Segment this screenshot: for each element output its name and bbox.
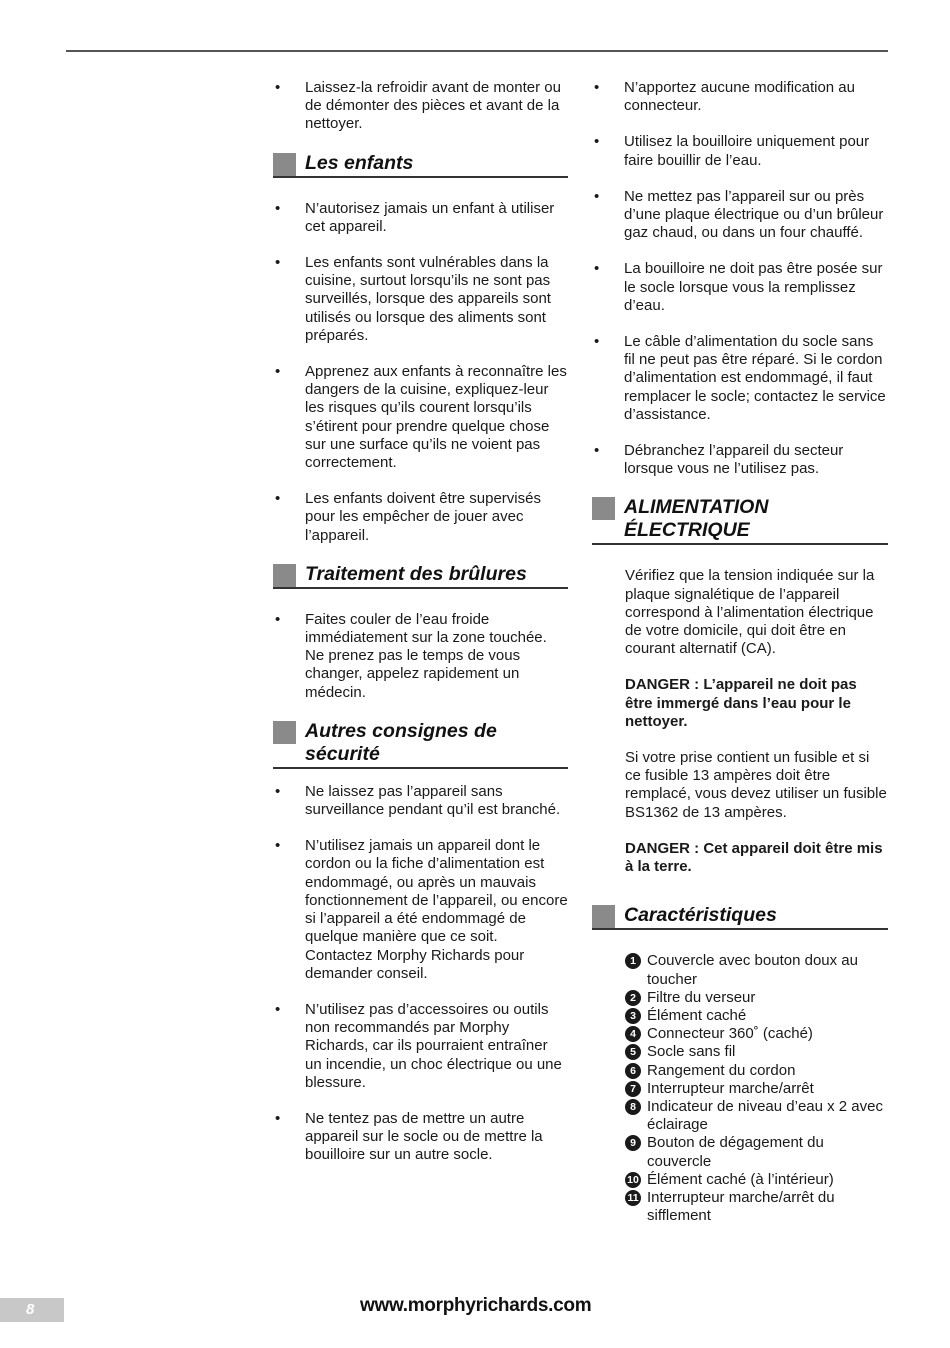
bullet-item: • La bouilloire ne doit pas être posée sur le socle lorsque vous la remplissez d’eau.: [592, 260, 888, 315]
section-title: Autres consignes de sécurité: [305, 719, 497, 765]
feature-text: Élément caché: [647, 1006, 747, 1024]
bullet-item: • N’utilisez jamais un appareil dont le cordon ou la fiche d’alimentation est endommagé, ou après un mauvais fonctionnement de l’appareil, ou encore si l’appareil a été endommagé de quelque manière que ce soit. Contactez Morphy Richards pour demander conseil.: [273, 837, 568, 983]
number-badge-icon: 11: [625, 1190, 641, 1206]
bullet-item: • Ne laissez pas l’appareil sans surveillance pendant qu’il est branché.: [273, 783, 568, 819]
bullet-item: • Les enfants doivent être supervisés pour les empêcher de jouer avec l’appareil.: [273, 490, 568, 545]
section-title: Caractéristiques: [624, 904, 777, 927]
alimentation-paragraph: Vérifiez que la tension indiquée sur la plaque signalétique de l’appareil correspond à l’alimentation électrique de votre domicile, qui doit être en courant alternatif (CA).: [625, 567, 875, 658]
website-link[interactable]: www.morphyrichards.com: [360, 1295, 592, 1316]
feature-text: Interrupteur marche/arrêt: [647, 1079, 814, 1097]
feature-item: [592, 1062, 888, 1080]
autres-bullet-list: [273, 783, 568, 1165]
feature-item: [592, 1025, 888, 1043]
section-heading-alimentation: [592, 496, 888, 545]
heading-square-icon: [273, 564, 296, 587]
number-badge-icon: 2: [625, 990, 641, 1006]
section-title: ALIMENTATION ÉLECTRIQUE: [624, 496, 769, 542]
right-column: [592, 79, 888, 1225]
number-badge-icon: 7: [625, 1081, 641, 1097]
feature-item: [592, 1189, 888, 1225]
number-badge-icon: 6: [625, 1063, 641, 1079]
bullet-item: • Ne mettez pas l’appareil sur ou près d’une plaque électrique ou d’un brûleur gaz chaud, ou dans un four chauffé.: [592, 188, 888, 243]
number-badge-icon: 3: [625, 1008, 641, 1024]
feature-text: Filtre du verseur: [647, 988, 756, 1006]
feature-text: Bouton de dégagement du couvercle: [647, 1134, 824, 1170]
top-bullet-list: [592, 79, 888, 478]
feature-text: Socle sans fil: [647, 1043, 736, 1061]
feature-text: Rangement du cordon: [647, 1061, 796, 1079]
feature-item: [592, 1080, 888, 1098]
section-heading-brulures: [273, 563, 568, 589]
danger-warning: DANGER : Cet appareil doit être mis à la terre.: [625, 839, 883, 876]
bullet-item: • Les enfants sont vulnérables dans la cuisine, surtout lorsqu’ils ne sont pas surveillés, lorsque des appareils sont utilisés ou lorsque des aliments sont préparés.: [273, 254, 568, 345]
bullet-item: • Débranchez l’appareil du secteur lorsque vous ne l’utilisez pas.: [592, 442, 888, 478]
enfants-bullet-list: [273, 200, 568, 545]
feature-item: [592, 1171, 888, 1189]
number-badge-icon: 5: [625, 1044, 641, 1060]
feature-text: Indicateur de niveau d’eau x 2 avec éclairage: [647, 1097, 883, 1134]
number-badge-icon: 4: [625, 1026, 641, 1042]
feature-item: [592, 1098, 888, 1134]
section-heading-autres-consignes: [273, 720, 568, 769]
heading-square-icon: [592, 905, 615, 928]
bullet-item: • Ne tentez pas de mettre un autre appareil sur le socle ou de mettre la bouilloire sur un autre socle.: [273, 1110, 568, 1165]
intro-bullet-list: [273, 79, 568, 134]
number-badge-icon: 1: [625, 953, 641, 969]
bullet-item: • Apprenez aux enfants à reconnaître les dangers de la cuisine, expliquez-leur les risques qu’ils courent lorsqu’ils s’étirent pour prendre quelque chose sur une surface qu’ils ne voient pas correctement.: [273, 363, 568, 472]
page-number: 8: [0, 1298, 64, 1322]
bullet-item: • Utilisez la bouilloire uniquement pour faire bouillir de l’eau.: [592, 133, 888, 169]
left-column: [273, 79, 568, 1183]
bullet-item: • Le câble d’alimentation du socle sans fil ne peut pas être réparé. Si le cordon d’alimentation est endommagé, il faut remplacer le socle; contactez le service d’assistance.: [592, 333, 888, 424]
section-title: Traitement des brûlures: [305, 562, 527, 585]
number-badge-icon: 10: [625, 1172, 641, 1188]
bullet-item: • N’autorisez jamais un enfant à utiliser cet appareil.: [273, 200, 568, 236]
number-badge-icon: 9: [625, 1135, 641, 1151]
section-heading-enfants: [273, 152, 568, 178]
feature-text: Connecteur 360˚ (caché): [647, 1025, 813, 1043]
bullet-item: • N’apportez aucune modification au connecteur.: [592, 79, 888, 115]
feature-item: [592, 1007, 888, 1025]
features-list: [592, 952, 888, 1225]
feature-text: Élément caché (à l’intérieur): [647, 1170, 834, 1188]
feature-item: [592, 989, 888, 1007]
feature-text: Interrupteur marche/arrêt du sifflement: [647, 1188, 835, 1225]
feature-item: [592, 952, 888, 988]
bullet-item: • N’utilisez pas d’accessoires ou outils non recommandés par Morphy Richards, car ils pourraient entraîner un incendie, un choc électrique ou une blessure.: [273, 1001, 568, 1092]
section-title: Les enfants: [305, 151, 414, 174]
heading-square-icon: [592, 497, 615, 520]
section-heading-caracteristiques: [592, 904, 888, 930]
bullet-item: • Faites couler de l’eau froide immédiatement sur la zone touchée. Ne prenez pas le temps de vous changer, appelez rapidement un médecin.: [273, 611, 568, 702]
fuse-paragraph: Si votre prise contient un fusible et si ce fusible 13 ampères doit être remplacé, vous devez utiliser un fusible BS1362 de 13 ampères.: [625, 749, 887, 821]
danger-warning: DANGER : L’appareil ne doit pas être immergé dans l’eau pour le nettoyer.: [625, 676, 857, 730]
heading-square-icon: [273, 721, 296, 744]
brulures-bullet-list: [273, 611, 568, 702]
feature-item: [592, 1043, 888, 1061]
top-rule: [66, 50, 888, 52]
feature-item: [592, 1134, 888, 1170]
number-badge-icon: 8: [625, 1099, 641, 1115]
heading-square-icon: [273, 153, 296, 176]
feature-text: Couvercle avec bouton doux au toucher: [647, 952, 858, 988]
bullet-item: • Laissez-la refroidir avant de monter ou de démonter des pièces et avant de la nettoyer.: [273, 79, 568, 134]
